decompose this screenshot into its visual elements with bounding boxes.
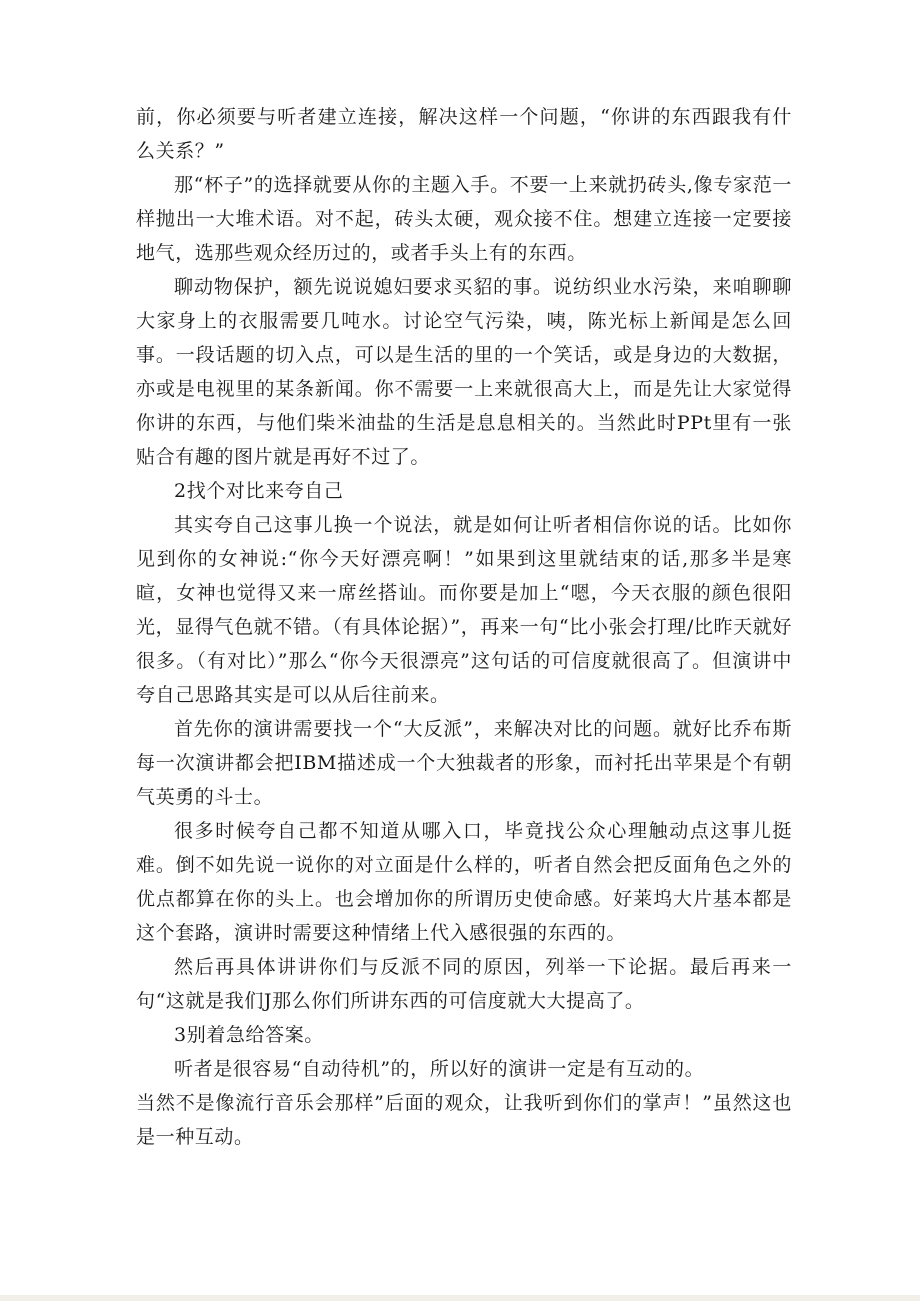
paragraph: 3别着急给答案。	[174, 1024, 324, 1046]
paragraph: 那“杯子”的选择就要从你的主题入手。不要一上来就扔砖头,像专家范一样抛出一大堆术语。对不起，砖头太硬，观众接不住。想建立连接一定要接地气，选那些观众经历过的，或者手头上有的东西。	[136, 174, 792, 264]
paragraph: 听者是很容易“自动待机”的，所以好的演讲一定是有互动的。	[174, 1058, 705, 1080]
paragraph: 其实夸自己这事儿换一个说法，就是如何让听者相信你说的话。比如你见到你的女神说:“你今天好漂亮啊！”如果到这里就结束的话,那多半是寒暄，女神也觉得又来一席丝搭讪。而你要是加上“嗯，今天衣服的颜色很阳光，显得气色就不错。（有具体论据）”，再来一句“比小张会打理/比昨天就好很多。（有对比）”那么“你今天很漂亮”这句话的可信度就很高了。但演讲中夸自己思路其实是可以从后往前来。	[136, 514, 792, 706]
paragraph: 2找个对比来夸自己	[174, 480, 344, 502]
paragraph: 前，你必须要与听者建立连接，解决这样一个问题，“你讲的东西跟我有什么关系？”	[136, 106, 792, 162]
paragraph: 然后再具体讲讲你们与反派不同的原因，列举一下论据。最后再来一句“这就是我们J那么你们所讲东西的可信度就大大提高了。	[136, 956, 792, 1012]
paragraph: 聊动物保护，额先说说媳妇要求买貂的事。说纺织业水污染，来咱聊聊大家身上的衣服需要几吨水。讨论空气污染，咦，陈光标上新闻是怎么回事。一段话题的切入点，可以是生活的里的一个笑话，或是身边的大数据，亦或是电视里的某条新闻。你不需要一上来就很高大上，而是先让大家觉得你讲的东西，与他们柴米油盐的生活是息息相关的。当然此时PPt里有一张贴合有趣的图片就是再好不过了。	[136, 276, 792, 468]
page-bottom-edge	[0, 1295, 920, 1301]
document-body	[136, 100, 792, 1154]
paragraph: 很多时候夸自己都不知道从哪入口，毕竟找公众心理触动点这事儿挺难。倒不如先说一说你的对立面是什么样的，听者自然会把反面角色之外的优点都算在你的头上。也会增加你的所谓历史使命感。好莱坞大片基本都是这个套路，演讲时需要这种情绪上代入感很强的东西的。	[136, 820, 792, 944]
paragraph: 当然不是像流行音乐会那样”后面的观众，让我听到你们的掌声！”虽然这也是一种互动。	[136, 1092, 792, 1148]
paragraph: 首先你的演讲需要找一个“大反派”，来解决对比的问题。就好比乔布斯每一次演讲都会把IBM描述成一个大独裁者的形象，而衬托出苹果是个有朝气英勇的斗士。	[136, 718, 792, 808]
